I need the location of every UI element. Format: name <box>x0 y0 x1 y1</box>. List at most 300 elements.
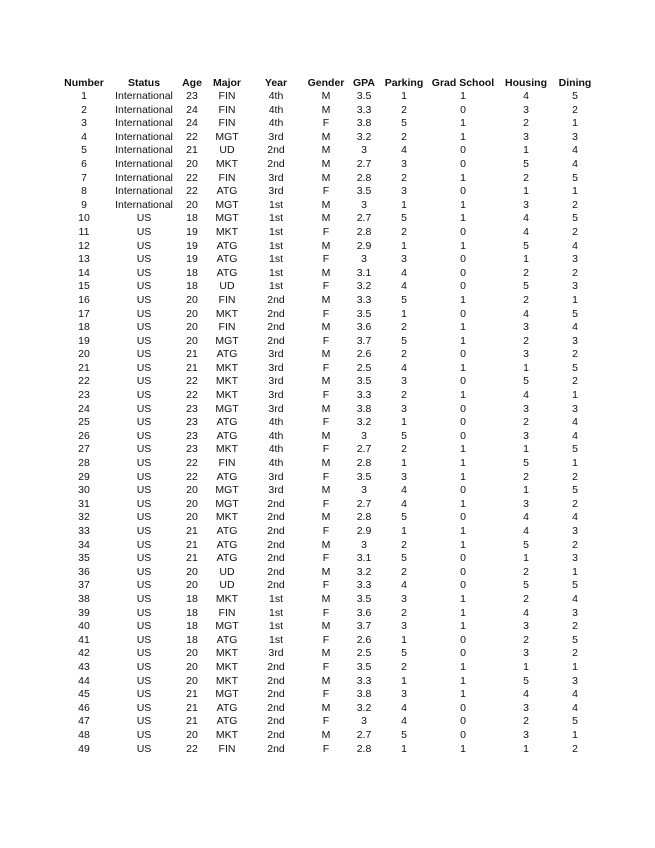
cell-gpa: 3.2 <box>356 130 372 143</box>
cell-housing: 5 <box>523 280 529 293</box>
cell-parking: 4 <box>401 701 407 714</box>
table-body <box>56 90 598 756</box>
cell-dining: 2 <box>572 497 578 510</box>
cell-number: 26 <box>78 429 90 442</box>
cell-major: MKT <box>215 225 239 238</box>
cell-gpa: 3.3 <box>356 674 372 687</box>
cell-housing: 1 <box>523 552 529 565</box>
cell-parking: 5 <box>401 293 407 306</box>
cell-year: 1st <box>268 620 283 633</box>
cell-parking: 1 <box>401 633 407 646</box>
cell-parking: 1 <box>401 674 407 687</box>
cell-age: 22 <box>186 185 198 198</box>
cell-year: 4th <box>268 429 284 442</box>
cell-grad-school: 1 <box>460 130 466 143</box>
cell-major: ATG <box>216 185 238 198</box>
cell-housing: 2 <box>523 266 529 279</box>
cell-grad-school: 1 <box>460 592 466 605</box>
cell-major: MKT <box>215 307 239 320</box>
cell-year: 4th <box>268 90 284 102</box>
cell-gender: M <box>321 171 331 184</box>
cell-dining: 5 <box>572 171 578 184</box>
cell-grad-school: 0 <box>460 728 466 741</box>
cell-gender: M <box>321 144 331 157</box>
cell-dining: 2 <box>572 742 578 755</box>
cell-gpa: 3.5 <box>356 660 372 673</box>
cell-dining: 3 <box>572 525 578 537</box>
cell-status: US <box>136 253 152 266</box>
cell-status: US <box>136 592 152 605</box>
cell-status: US <box>136 307 152 320</box>
cell-gpa: 3.8 <box>356 688 372 701</box>
cell-dining: 4 <box>572 701 578 714</box>
cell-age: 20 <box>186 728 198 741</box>
cell-number: 39 <box>78 606 90 619</box>
cell-age: 20 <box>186 334 198 347</box>
cell-status: US <box>136 688 152 701</box>
cell-age: 20 <box>186 484 198 497</box>
cell-status: US <box>136 389 152 402</box>
cell-housing: 3 <box>523 198 529 211</box>
table-row <box>56 267 598 281</box>
cell-housing: 2 <box>523 633 529 646</box>
cell-grad-school: 0 <box>460 552 466 565</box>
cell-age: 23 <box>186 443 198 456</box>
table-row <box>56 240 598 254</box>
cell-dining: 2 <box>572 225 578 238</box>
cell-parking: 3 <box>401 402 407 415</box>
cell-year: 3rd <box>268 470 284 483</box>
cell-age: 23 <box>186 429 198 442</box>
cell-grad-school: 0 <box>460 511 466 524</box>
cell-housing: 1 <box>523 253 529 266</box>
cell-age: 18 <box>186 620 198 633</box>
cell-status: US <box>136 715 152 728</box>
cell-gpa: 2.8 <box>356 511 372 524</box>
cell-major: MGT <box>215 130 239 143</box>
cell-grad-school: 0 <box>460 307 466 320</box>
cell-number: 45 <box>78 688 90 701</box>
cell-number: 21 <box>78 361 90 374</box>
cell-gpa: 3 <box>361 715 367 728</box>
cell-gpa: 2.8 <box>356 742 372 755</box>
cell-gender: M <box>321 728 331 741</box>
cell-number: 30 <box>78 484 90 497</box>
cell-gender: M <box>321 565 331 578</box>
table-row <box>56 335 598 349</box>
cell-gender: F <box>322 280 330 293</box>
cell-parking: 3 <box>401 375 407 388</box>
cell-major: ATG <box>216 525 238 537</box>
cell-grad-school: 1 <box>460 457 466 470</box>
cell-number: 19 <box>78 334 90 347</box>
column-header-grad-school: Grad School <box>431 77 495 89</box>
cell-dining: 3 <box>572 552 578 565</box>
cell-status: International <box>115 198 173 211</box>
cell-dining: 3 <box>572 674 578 687</box>
cell-housing: 2 <box>523 334 529 347</box>
cell-major: FIN <box>218 742 236 755</box>
cell-parking: 2 <box>401 538 407 551</box>
cell-grad-school: 1 <box>460 293 466 306</box>
cell-age: 21 <box>186 688 198 701</box>
cell-gender: M <box>321 511 331 524</box>
cell-gpa: 2.7 <box>356 497 372 510</box>
cell-major: ATG <box>216 470 238 483</box>
cell-gender: F <box>322 416 330 429</box>
cell-parking: 2 <box>401 321 407 334</box>
table-row <box>56 729 598 743</box>
cell-gender: F <box>322 742 330 755</box>
cell-gender: M <box>321 293 331 306</box>
cell-housing: 5 <box>523 579 529 592</box>
cell-parking: 4 <box>401 579 407 592</box>
cell-gender: F <box>322 307 330 320</box>
cell-gender: F <box>322 715 330 728</box>
cell-housing: 3 <box>523 620 529 633</box>
cell-housing: 2 <box>523 470 529 483</box>
cell-housing: 2 <box>523 592 529 605</box>
cell-gender: M <box>321 538 331 551</box>
cell-grad-school: 1 <box>460 620 466 633</box>
cell-year: 4th <box>268 117 284 130</box>
cell-age: 22 <box>186 470 198 483</box>
cell-housing: 5 <box>523 457 529 470</box>
cell-year: 2nd <box>267 497 285 510</box>
cell-parking: 1 <box>401 239 407 252</box>
cell-grad-school: 0 <box>460 715 466 728</box>
table-row <box>56 579 598 593</box>
cell-grad-school: 0 <box>460 157 466 170</box>
cell-number: 4 <box>81 130 87 143</box>
cell-gender: M <box>321 592 331 605</box>
cell-age: 18 <box>186 212 198 225</box>
cell-gender: M <box>321 620 331 633</box>
cell-grad-school: 1 <box>460 321 466 334</box>
cell-grad-school: 1 <box>460 606 466 619</box>
cell-parking: 3 <box>401 185 407 198</box>
cell-gpa: 3 <box>361 429 367 442</box>
cell-dining: 2 <box>572 470 578 483</box>
cell-number: 40 <box>78 620 90 633</box>
cell-dining: 1 <box>572 660 578 673</box>
cell-gpa: 2.8 <box>356 171 372 184</box>
cell-gender: F <box>322 525 330 537</box>
cell-dining: 1 <box>572 117 578 130</box>
cell-major: ATG <box>216 633 238 646</box>
cell-major: MKT <box>215 375 239 388</box>
cell-number: 1 <box>81 90 87 102</box>
table-row <box>56 607 598 621</box>
cell-housing: 2 <box>523 565 529 578</box>
cell-parking: 5 <box>401 429 407 442</box>
cell-age: 18 <box>186 606 198 619</box>
cell-major: MKT <box>215 361 239 374</box>
cell-year: 2nd <box>267 144 285 157</box>
cell-year: 2nd <box>267 660 285 673</box>
cell-number: 22 <box>78 375 90 388</box>
cell-grad-school: 0 <box>460 280 466 293</box>
cell-grad-school: 1 <box>460 239 466 252</box>
cell-age: 21 <box>186 552 198 565</box>
cell-age: 21 <box>186 538 198 551</box>
cell-housing: 4 <box>523 606 529 619</box>
cell-status: US <box>136 225 152 238</box>
cell-age: 24 <box>186 103 198 116</box>
cell-gpa: 3.6 <box>356 606 372 619</box>
cell-gpa: 3.7 <box>356 334 372 347</box>
table-row <box>56 348 598 362</box>
cell-parking: 1 <box>401 307 407 320</box>
header-row <box>56 76 598 90</box>
cell-major: MKT <box>215 647 239 660</box>
column-header-parking: Parking <box>384 77 424 89</box>
cell-dining: 3 <box>572 130 578 143</box>
cell-status: International <box>115 117 173 130</box>
cell-dining: 4 <box>572 429 578 442</box>
cell-major: MGT <box>215 334 239 347</box>
cell-status: US <box>136 538 152 551</box>
cell-gpa: 3.1 <box>356 552 372 565</box>
student-data-table <box>56 76 598 756</box>
cell-dining: 5 <box>572 633 578 646</box>
cell-status: US <box>136 552 152 565</box>
cell-status: US <box>136 361 152 374</box>
cell-status: US <box>136 429 152 442</box>
cell-status: US <box>136 497 152 510</box>
cell-dining: 2 <box>572 266 578 279</box>
table-row <box>56 308 598 322</box>
cell-gender: M <box>321 647 331 660</box>
cell-age: 20 <box>186 198 198 211</box>
cell-dining: 3 <box>572 606 578 619</box>
table-row <box>56 253 598 267</box>
cell-status: US <box>136 239 152 252</box>
cell-number: 33 <box>78 525 90 537</box>
cell-status: US <box>136 728 152 741</box>
cell-housing: 1 <box>523 443 529 456</box>
cell-major: ATG <box>216 715 238 728</box>
cell-status: US <box>136 606 152 619</box>
cell-number: 34 <box>78 538 90 551</box>
cell-number: 42 <box>78 647 90 660</box>
cell-gender: M <box>321 402 331 415</box>
table-row <box>56 416 598 430</box>
cell-parking: 4 <box>401 144 407 157</box>
cell-grad-school: 0 <box>460 579 466 592</box>
cell-status: US <box>136 525 152 537</box>
cell-housing: 1 <box>523 484 529 497</box>
cell-status: International <box>115 157 173 170</box>
cell-parking: 3 <box>401 470 407 483</box>
cell-gpa: 3.7 <box>356 620 372 633</box>
cell-year: 2nd <box>267 715 285 728</box>
cell-parking: 2 <box>401 103 407 116</box>
cell-housing: 2 <box>523 416 529 429</box>
cell-gender: F <box>322 361 330 374</box>
cell-dining: 5 <box>572 212 578 225</box>
cell-grad-school: 0 <box>460 416 466 429</box>
cell-year: 1st <box>268 280 283 293</box>
table-row <box>56 675 598 689</box>
cell-status: US <box>136 511 152 524</box>
cell-gpa: 3.3 <box>356 293 372 306</box>
cell-status: US <box>136 470 152 483</box>
cell-gpa: 3 <box>361 253 367 266</box>
cell-dining: 3 <box>572 334 578 347</box>
table-row <box>56 226 598 240</box>
cell-parking: 4 <box>401 715 407 728</box>
table-row <box>56 471 598 485</box>
cell-status: US <box>136 348 152 361</box>
cell-age: 20 <box>186 565 198 578</box>
cell-major: MGT <box>215 212 239 225</box>
table-row <box>56 131 598 145</box>
table-row <box>56 634 598 648</box>
cell-number: 43 <box>78 660 90 673</box>
cell-dining: 4 <box>572 144 578 157</box>
table-row <box>56 158 598 172</box>
cell-age: 20 <box>186 660 198 673</box>
cell-age: 22 <box>186 375 198 388</box>
cell-parking: 5 <box>401 334 407 347</box>
cell-year: 1st <box>268 253 283 266</box>
cell-gpa: 2.5 <box>356 647 372 660</box>
cell-number: 20 <box>78 348 90 361</box>
cell-parking: 1 <box>401 742 407 755</box>
table-row <box>56 443 598 457</box>
cell-year: 3rd <box>268 130 284 143</box>
column-header-gpa: GPA <box>353 77 375 89</box>
cell-grad-school: 1 <box>460 525 466 537</box>
cell-gender: F <box>322 253 330 266</box>
cell-year: 3rd <box>268 389 284 402</box>
cell-major: ATG <box>216 552 238 565</box>
cell-status: US <box>136 457 152 470</box>
cell-gpa: 2.7 <box>356 157 372 170</box>
cell-age: 20 <box>186 511 198 524</box>
cell-grad-school: 1 <box>460 361 466 374</box>
table-row <box>56 620 598 634</box>
cell-gender: M <box>321 375 331 388</box>
table-row <box>56 321 598 335</box>
cell-dining: 4 <box>572 157 578 170</box>
table-row <box>56 362 598 376</box>
cell-dining: 2 <box>572 103 578 116</box>
cell-status: US <box>136 212 152 225</box>
cell-housing: 2 <box>523 117 529 130</box>
cell-number: 14 <box>78 266 90 279</box>
cell-year: 1st <box>268 633 283 646</box>
cell-dining: 4 <box>572 416 578 429</box>
cell-major: MKT <box>215 443 239 456</box>
cell-gpa: 3 <box>361 144 367 157</box>
cell-gpa: 2.8 <box>356 225 372 238</box>
cell-number: 17 <box>78 307 90 320</box>
cell-housing: 3 <box>523 130 529 143</box>
cell-major: MKT <box>215 660 239 673</box>
cell-gpa: 3.2 <box>356 280 372 293</box>
cell-status: US <box>136 579 152 592</box>
cell-dining: 5 <box>572 307 578 320</box>
cell-gender: M <box>321 321 331 334</box>
cell-grad-school: 0 <box>460 402 466 415</box>
cell-status: US <box>136 742 152 755</box>
cell-gender: F <box>322 334 330 347</box>
cell-gpa: 2.7 <box>356 443 372 456</box>
column-header-number: Number <box>64 77 104 89</box>
cell-housing: 1 <box>523 185 529 198</box>
cell-year: 1st <box>268 212 283 225</box>
column-header-status: Status <box>127 77 161 89</box>
cell-gpa: 3 <box>361 538 367 551</box>
cell-housing: 3 <box>523 429 529 442</box>
cell-parking: 5 <box>401 728 407 741</box>
cell-year: 2nd <box>267 742 285 755</box>
cell-housing: 5 <box>523 674 529 687</box>
cell-gender: F <box>322 579 330 592</box>
column-header-year: Year <box>264 77 288 89</box>
cell-status: US <box>136 266 152 279</box>
cell-gpa: 2.9 <box>356 239 372 252</box>
table-row <box>56 144 598 158</box>
cell-status: International <box>115 103 173 116</box>
cell-gpa: 3.5 <box>356 375 372 388</box>
cell-major: MGT <box>215 688 239 701</box>
cell-major: FIN <box>218 606 236 619</box>
table-row <box>56 743 598 757</box>
table-row <box>56 715 598 729</box>
cell-dining: 5 <box>572 361 578 374</box>
cell-major: ATG <box>216 266 238 279</box>
cell-parking: 5 <box>401 117 407 130</box>
cell-status: US <box>136 334 152 347</box>
cell-gender: M <box>321 198 331 211</box>
cell-grad-school: 1 <box>460 688 466 701</box>
cell-grad-school: 1 <box>460 470 466 483</box>
cell-housing: 2 <box>523 171 529 184</box>
table-row <box>56 199 598 213</box>
cell-gpa: 2.5 <box>356 361 372 374</box>
cell-age: 24 <box>186 117 198 130</box>
table-row <box>56 403 598 417</box>
cell-dining: 4 <box>572 321 578 334</box>
cell-gpa: 3.3 <box>356 579 372 592</box>
table-row <box>56 566 598 580</box>
cell-dining: 4 <box>572 592 578 605</box>
cell-year: 3rd <box>268 484 284 497</box>
cell-major: MGT <box>215 484 239 497</box>
cell-housing: 3 <box>523 497 529 510</box>
cell-year: 2nd <box>267 321 285 334</box>
cell-status: International <box>115 144 173 157</box>
cell-major: MGT <box>215 620 239 633</box>
cell-gender: M <box>321 457 331 470</box>
cell-dining: 1 <box>572 728 578 741</box>
cell-gpa: 3.5 <box>356 307 372 320</box>
cell-year: 2nd <box>267 334 285 347</box>
cell-gpa: 3.2 <box>356 416 372 429</box>
cell-grad-school: 0 <box>460 144 466 157</box>
cell-major: MKT <box>215 511 239 524</box>
cell-gender: F <box>322 117 330 130</box>
cell-housing: 4 <box>523 525 529 537</box>
cell-gpa: 3.5 <box>356 185 372 198</box>
table-row <box>56 294 598 308</box>
cell-age: 20 <box>186 157 198 170</box>
cell-parking: 2 <box>401 171 407 184</box>
cell-major: UD <box>219 144 235 157</box>
